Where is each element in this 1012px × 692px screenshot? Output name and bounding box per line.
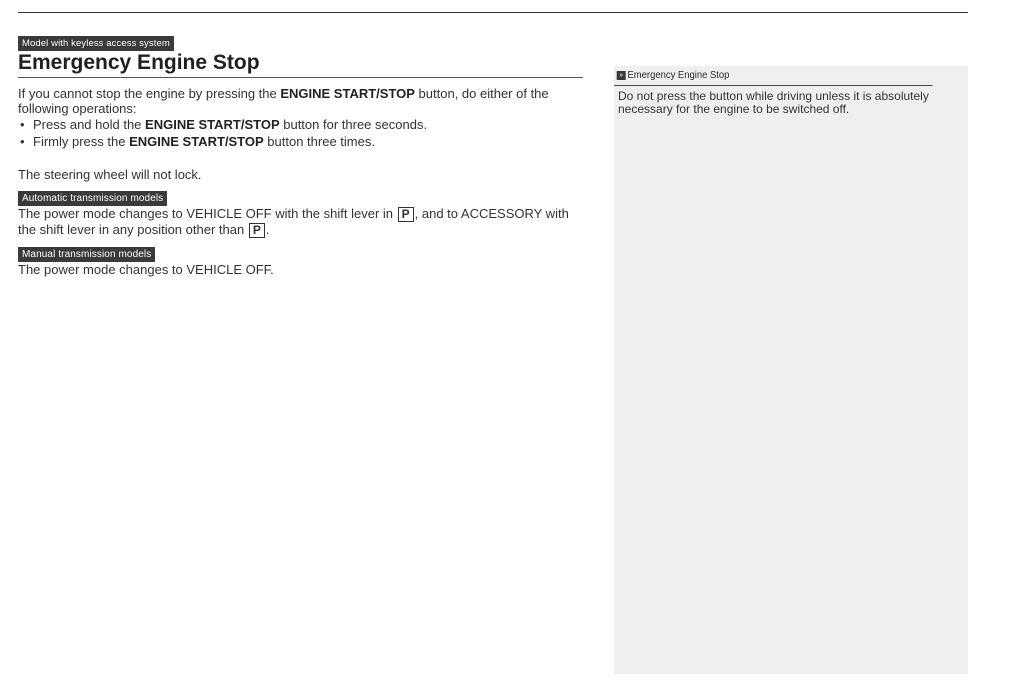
sidebar-title: Emergency Engine Stop bbox=[627, 69, 730, 81]
bullet-prefix: Firmly press the bbox=[33, 134, 130, 149]
park-key-symbol: P bbox=[249, 223, 265, 238]
main-content bbox=[18, 33, 583, 277]
sidebar-note: Do not press the button while driving unless it is absolutely necessary for the engine to be switched off. bbox=[618, 89, 929, 116]
bullet-button-name: ENGINE START/STOP bbox=[145, 117, 280, 132]
automatic-text-3: . bbox=[265, 222, 270, 237]
bullet-prefix: Press and hold the bbox=[33, 117, 146, 132]
automatic-tag: Automatic transmission models bbox=[18, 191, 167, 206]
intro-paragraph bbox=[18, 86, 583, 116]
sidebar-panel bbox=[614, 66, 968, 674]
model-tag: Model with keyless access system bbox=[18, 36, 174, 51]
manual-paragraph: The power mode changes to VEHICLE OFF. bbox=[18, 262, 274, 277]
reference-arrow-icon: » bbox=[617, 71, 626, 80]
page-title: Emergency Engine Stop bbox=[18, 51, 583, 78]
park-key-symbol: P bbox=[398, 207, 414, 222]
automatic-text-1: The power mode changes to VEHICLE OFF with the shift lever in bbox=[18, 206, 397, 221]
bullet-icon: • bbox=[20, 117, 25, 132]
manual-tag: Manual transmission models bbox=[18, 247, 155, 262]
steering-lock-note: The steering wheel will not lock. bbox=[18, 167, 202, 182]
bullet-button-name: ENGINE START/STOP bbox=[129, 134, 264, 149]
top-rule bbox=[18, 12, 968, 13]
bullet-suffix: button three times. bbox=[263, 134, 375, 149]
intro-text-1: If you cannot stop the engine by pressing the bbox=[18, 86, 281, 101]
automatic-text-2: , and to ACCESSORY with the shift lever in any position other than bbox=[18, 206, 569, 237]
automatic-section bbox=[18, 188, 583, 238]
automatic-paragraph bbox=[18, 206, 583, 238]
list-item bbox=[18, 133, 583, 150]
sidebar-header bbox=[614, 66, 933, 86]
operations-list bbox=[18, 116, 583, 150]
intro-button-name: ENGINE START/STOP bbox=[280, 86, 415, 101]
spacer bbox=[18, 150, 583, 167]
bullet-suffix: button for three seconds. bbox=[279, 117, 428, 132]
intro-text-2: button, do either of the following operations: bbox=[18, 86, 549, 116]
list-item bbox=[18, 116, 583, 133]
manual-section bbox=[18, 244, 583, 277]
model-tag-row bbox=[18, 33, 583, 51]
bullet-icon: • bbox=[20, 134, 25, 149]
